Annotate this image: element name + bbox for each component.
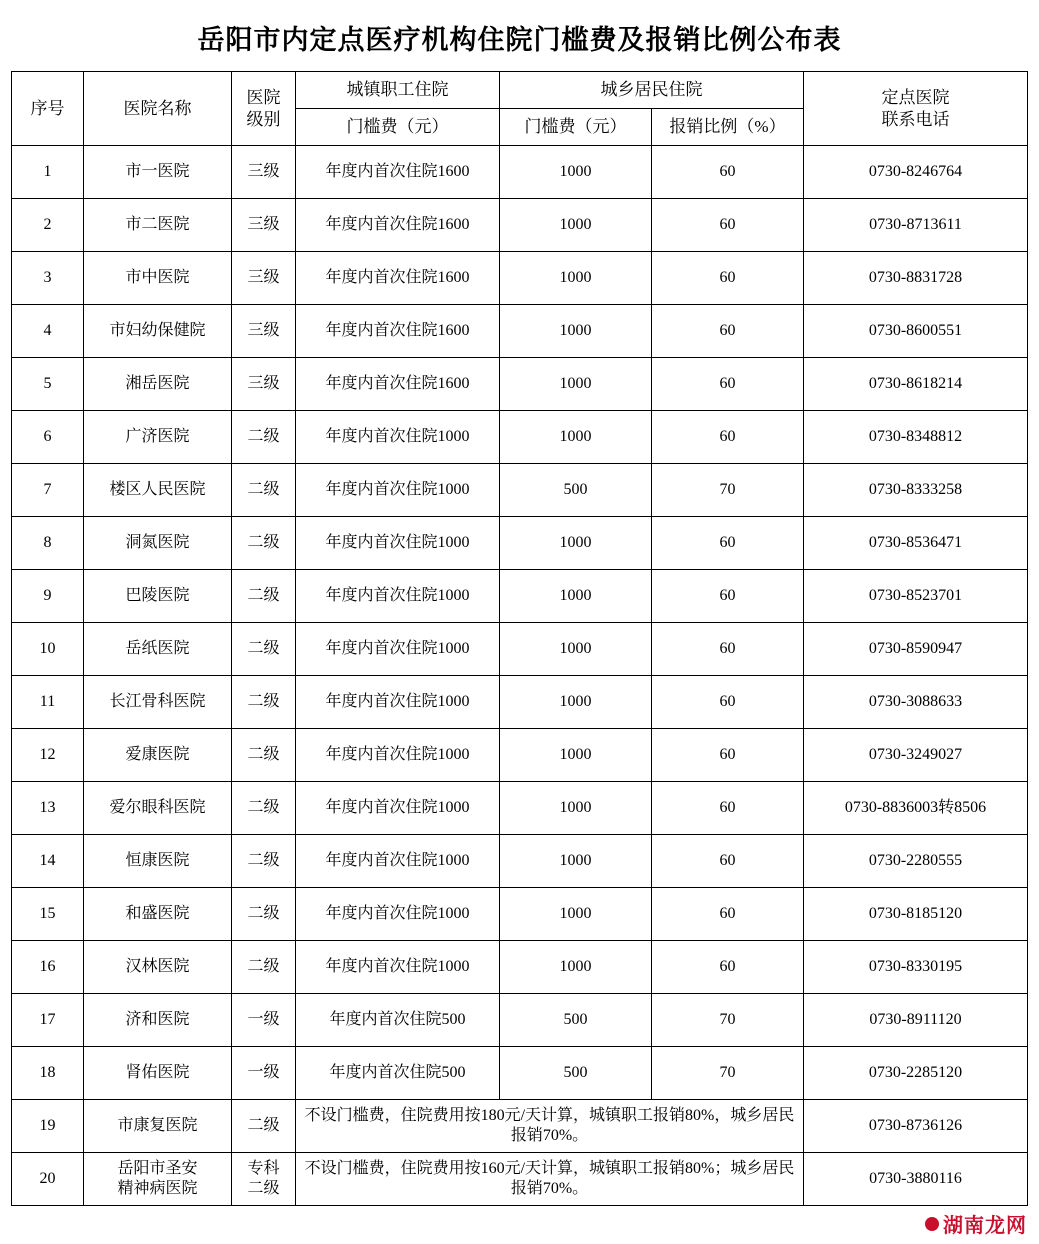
cell-tel: 0730-8333258	[804, 464, 1028, 517]
cell-no: 12	[12, 729, 84, 782]
cell-level: 二级	[232, 729, 296, 782]
table-row	[12, 146, 1028, 199]
page-title: 岳阳市内定点医疗机构住院门槛费及报销比例公布表	[197, 25, 842, 55]
cell-tel: 0730-8523701	[804, 570, 1028, 623]
cell-staff-fee: 年度内首次住院500	[296, 994, 500, 1047]
table-row	[12, 994, 1028, 1047]
hospital-table	[11, 71, 1028, 1206]
cell-tel: 0730-8736126	[804, 1100, 1028, 1153]
cell-res-fee: 1000	[500, 623, 652, 676]
cell-level: 三级	[232, 358, 296, 411]
cell-tel: 0730-2285120	[804, 1047, 1028, 1100]
header-contact-line2: 联系电话	[881, 109, 950, 129]
cell-tel: 0730-8618214	[804, 358, 1028, 411]
cell-no: 13	[12, 782, 84, 835]
cell-staff-fee: 年度内首次住院1600	[296, 358, 500, 411]
cell-tel: 0730-8185120	[804, 888, 1028, 941]
table-body	[12, 146, 1028, 1206]
watermark	[919, 1207, 1033, 1240]
cell-no: 4	[12, 305, 84, 358]
cell-level: 二级	[232, 782, 296, 835]
cell-res-rate: 60	[652, 941, 804, 994]
cell-staff-fee: 年度内首次住院1000	[296, 888, 500, 941]
cell-staff-fee: 年度内首次住院1600	[296, 199, 500, 252]
cell-res-fee: 1000	[500, 888, 652, 941]
cell-res-rate: 70	[652, 464, 804, 517]
cell-res-rate: 60	[652, 358, 804, 411]
cell-no: 18	[12, 1047, 84, 1100]
table-header-row-1	[12, 72, 1028, 109]
cell-no: 6	[12, 411, 84, 464]
cell-level: 一级	[232, 994, 296, 1047]
cell-staff-fee: 年度内首次住院1000	[296, 411, 500, 464]
header-resident-fee: 门槛费（元）	[500, 109, 652, 146]
cell-no: 9	[12, 570, 84, 623]
cell-tel: 0730-8911120	[804, 994, 1028, 1047]
header-hospital-level-line2: 级别	[246, 109, 281, 129]
table-row	[12, 199, 1028, 252]
header-resident-rate: 报销比例（%）	[652, 109, 804, 146]
cell-no: 17	[12, 994, 84, 1047]
cell-no: 14	[12, 835, 84, 888]
cell-res-rate: 60	[652, 782, 804, 835]
cell-res-fee: 500	[500, 464, 652, 517]
cell-name: 和盛医院	[84, 888, 232, 941]
cell-name: 楼区人民医院	[84, 464, 232, 517]
cell-no: 19	[12, 1100, 84, 1153]
cell-res-rate: 70	[652, 1047, 804, 1100]
cell-tel: 0730-8836003转8506	[804, 782, 1028, 835]
cell-name: 市康复医院	[84, 1100, 232, 1153]
cell-res-fee: 500	[500, 994, 652, 1047]
cell-res-fee: 1000	[500, 411, 652, 464]
cell-res-fee: 1000	[500, 199, 652, 252]
cell-name: 爱康医院	[84, 729, 232, 782]
cell-staff-fee: 年度内首次住院1600	[296, 146, 500, 199]
cell-level: 二级	[232, 676, 296, 729]
cell-no: 2	[12, 199, 84, 252]
cell-tel: 0730-8600551	[804, 305, 1028, 358]
header-hospital-name: 医院名称	[84, 72, 232, 146]
cell-staff-fee: 年度内首次住院1000	[296, 835, 500, 888]
cell-res-fee: 1000	[500, 570, 652, 623]
cell-name-line2: 精神病医院	[117, 1180, 198, 1197]
cell-level: 二级	[232, 570, 296, 623]
header-hospital-level-line1: 医院	[246, 88, 281, 108]
cell-tel: 0730-8330195	[804, 941, 1028, 994]
cell-name: 巴陵医院	[84, 570, 232, 623]
cell-note: 不设门槛费，住院费用按160元/天计算，城镇职工报销80%；城乡居民报销70%。	[296, 1153, 804, 1206]
cell-res-rate: 60	[652, 676, 804, 729]
cell-res-fee: 500	[500, 1047, 652, 1100]
cell-tel: 0730-8348812	[804, 411, 1028, 464]
header-staff-fee: 门槛费（元）	[296, 109, 500, 146]
cell-level: 二级	[232, 411, 296, 464]
cell-res-rate: 60	[652, 570, 804, 623]
cell-tel: 0730-3088633	[804, 676, 1028, 729]
cell-no: 3	[12, 252, 84, 305]
cell-no: 11	[12, 676, 84, 729]
cell-level-line1: 专科	[247, 1160, 280, 1177]
cell-staff-fee: 年度内首次住院1600	[296, 252, 500, 305]
table-row	[12, 570, 1028, 623]
cell-name: 广济医院	[84, 411, 232, 464]
cell-level: 三级	[232, 252, 296, 305]
watermark-text: 湖南龙网	[943, 1215, 1027, 1237]
cell-staff-fee: 年度内首次住院1000	[296, 782, 500, 835]
cell-name: 爱尔眼科医院	[84, 782, 232, 835]
cell-level: 二级	[232, 517, 296, 570]
cell-res-fee: 1000	[500, 782, 652, 835]
cell-name: 肾佑医院	[84, 1047, 232, 1100]
cell-res-rate: 60	[652, 146, 804, 199]
header-contact	[804, 72, 1028, 146]
cell-no: 15	[12, 888, 84, 941]
table-row	[12, 623, 1028, 676]
table-row	[12, 782, 1028, 835]
cell-level: 二级	[232, 464, 296, 517]
table-row	[12, 1047, 1028, 1100]
cell-level: 三级	[232, 199, 296, 252]
cell-level: 三级	[232, 305, 296, 358]
table-row	[12, 358, 1028, 411]
cell-res-fee: 1000	[500, 676, 652, 729]
header-staff-group: 城镇职工住院	[296, 72, 500, 109]
cell-name: 恒康医院	[84, 835, 232, 888]
cell-level: 二级	[232, 1100, 296, 1153]
cell-tel: 0730-3249027	[804, 729, 1028, 782]
cell-level: 二级	[232, 623, 296, 676]
cell-no: 7	[12, 464, 84, 517]
cell-staff-fee: 年度内首次住院1000	[296, 941, 500, 994]
cell-staff-fee: 年度内首次住院1600	[296, 305, 500, 358]
table-row	[12, 252, 1028, 305]
cell-level-line2: 二级	[247, 1180, 280, 1197]
cell-no: 10	[12, 623, 84, 676]
cell-level: 二级	[232, 888, 296, 941]
cell-no: 5	[12, 358, 84, 411]
cell-res-rate: 60	[652, 252, 804, 305]
cell-staff-fee: 年度内首次住院1000	[296, 517, 500, 570]
cell-no: 8	[12, 517, 84, 570]
cell-tel: 0730-2280555	[804, 835, 1028, 888]
cell-level: 二级	[232, 941, 296, 994]
cell-name-line1: 岳阳市圣安	[117, 1160, 198, 1177]
cell-res-fee: 1000	[500, 305, 652, 358]
watermark-logo-icon	[925, 1217, 939, 1231]
cell-tel: 0730-8590947	[804, 623, 1028, 676]
cell-res-rate: 60	[652, 411, 804, 464]
cell-name: 市妇幼保健院	[84, 305, 232, 358]
cell-res-rate: 60	[652, 305, 804, 358]
table-row	[12, 835, 1028, 888]
cell-res-fee: 1000	[500, 835, 652, 888]
cell-res-fee: 1000	[500, 729, 652, 782]
cell-tel: 0730-8713611	[804, 199, 1028, 252]
table-row	[12, 676, 1028, 729]
cell-res-rate: 60	[652, 835, 804, 888]
cell-name: 济和医院	[84, 994, 232, 1047]
cell-name: 岳纸医院	[84, 623, 232, 676]
table-row	[12, 1100, 1028, 1153]
cell-name: 汉林医院	[84, 941, 232, 994]
cell-staff-fee: 年度内首次住院1000	[296, 623, 500, 676]
cell-staff-fee: 年度内首次住院1000	[296, 464, 500, 517]
table-row	[12, 464, 1028, 517]
table-header	[12, 72, 1028, 146]
cell-res-fee: 1000	[500, 252, 652, 305]
cell-staff-fee: 年度内首次住院1000	[296, 676, 500, 729]
cell-tel: 0730-8536471	[804, 517, 1028, 570]
cell-tel: 0730-8246764	[804, 146, 1028, 199]
cell-res-rate: 60	[652, 199, 804, 252]
cell-name: 市一医院	[84, 146, 232, 199]
cell-res-rate: 60	[652, 517, 804, 570]
cell-res-rate: 60	[652, 729, 804, 782]
cell-staff-fee: 年度内首次住院1000	[296, 570, 500, 623]
cell-no: 16	[12, 941, 84, 994]
cell-tel: 0730-8831728	[804, 252, 1028, 305]
table-row	[12, 1153, 1028, 1206]
cell-res-rate: 60	[652, 623, 804, 676]
cell-no: 20	[12, 1153, 84, 1206]
cell-level: 三级	[232, 146, 296, 199]
table-row	[12, 729, 1028, 782]
cell-res-rate: 60	[652, 888, 804, 941]
cell-note: 不设门槛费，住院费用按180元/天计算，城镇职工报销80%，城乡居民报销70%。	[296, 1100, 804, 1153]
table-row	[12, 888, 1028, 941]
cell-name: 市二医院	[84, 199, 232, 252]
cell-name: 市中医院	[84, 252, 232, 305]
table-row	[12, 941, 1028, 994]
cell-staff-fee: 年度内首次住院1000	[296, 729, 500, 782]
cell-name	[84, 1153, 232, 1206]
cell-name: 长江骨科医院	[84, 676, 232, 729]
cell-level	[232, 1153, 296, 1206]
cell-res-fee: 1000	[500, 517, 652, 570]
header-resident-group: 城乡居民住院	[500, 72, 804, 109]
cell-res-fee: 1000	[500, 358, 652, 411]
cell-name: 洞氮医院	[84, 517, 232, 570]
cell-res-fee: 1000	[500, 146, 652, 199]
cell-level: 二级	[232, 835, 296, 888]
header-no: 序号	[12, 72, 84, 146]
cell-level: 一级	[232, 1047, 296, 1100]
header-hospital-level	[232, 72, 296, 146]
cell-res-fee: 1000	[500, 941, 652, 994]
cell-no: 1	[12, 146, 84, 199]
cell-tel: 0730-3880116	[804, 1153, 1028, 1206]
table-row	[12, 411, 1028, 464]
cell-staff-fee: 年度内首次住院500	[296, 1047, 500, 1100]
table-row	[12, 305, 1028, 358]
table-row	[12, 517, 1028, 570]
cell-name: 湘岳医院	[84, 358, 232, 411]
cell-res-rate: 70	[652, 994, 804, 1047]
header-contact-line1: 定点医院	[881, 88, 950, 108]
